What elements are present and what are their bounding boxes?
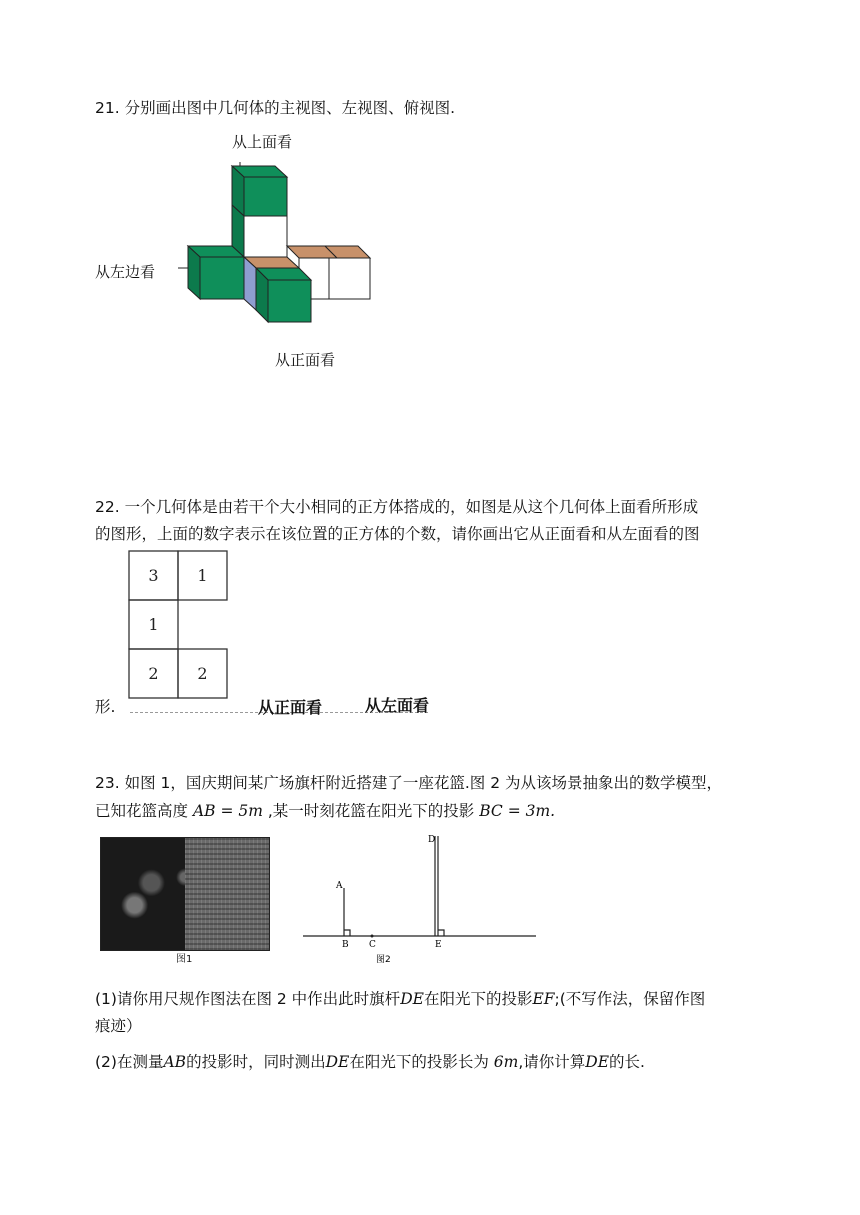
- figure2-diagram: [300, 830, 540, 970]
- point-d-label: D: [428, 835, 436, 845]
- cube-figure: [170, 150, 380, 335]
- q23-line2: [95, 801, 555, 821]
- q23-math-de: DE: [400, 990, 424, 1008]
- q23-math-ab: AB = 5m: [192, 802, 263, 820]
- q23-line1: 23. 如图 1，国庆期间某广场旗杆附近搭建了一座花篮.图 2 为从该场景抽象出的数学模型，: [95, 774, 723, 792]
- q22-line3: 形.: [95, 698, 116, 716]
- q23-part2-d: ,请你计算: [518, 1053, 586, 1071]
- q23-line2-b: ,某一时刻花篮在阳光下的投影: [262, 802, 480, 820]
- figure1-caption: 图1: [176, 954, 193, 965]
- label-from-left: 从左边看: [95, 263, 156, 281]
- q23-part1-b: 在阳光下的投影: [423, 990, 533, 1008]
- q23-math-bc: BC = 3m.: [479, 802, 556, 820]
- label-front-view: 从正面看: [258, 698, 323, 717]
- q23-math-de2: DE: [325, 1053, 350, 1071]
- grid-cell: 1: [197, 566, 208, 585]
- q23-part2-e: 的长.: [609, 1053, 645, 1071]
- q23-part2-b: 的投影时，同时测出: [186, 1053, 326, 1071]
- grid-cell: 1: [148, 615, 159, 634]
- point-a-label: A: [336, 881, 343, 891]
- figure1-photo: [100, 837, 270, 951]
- q21-text: 21. 分别画出图中几何体的主视图、左视图、俯视图.: [95, 99, 456, 117]
- grid-cell: 2: [148, 664, 159, 683]
- q23-part1-c: ;(不写作法，保留作图: [554, 990, 706, 1008]
- grid-cell: 3: [148, 566, 159, 585]
- q23-math-de3: DE: [585, 1053, 610, 1071]
- q22-line1: 22. 一个几何体是由若干个大小相同的正方体搭成的，如图是从这个几何体上面看所形成: [95, 498, 699, 516]
- q23-part2: [95, 1052, 645, 1072]
- q23-math-6m: 6m: [493, 1053, 519, 1071]
- point-e-label: E: [435, 940, 442, 950]
- label-left-view: 从左面看: [365, 696, 430, 715]
- q23-line2-a: 已知花篮高度: [95, 802, 193, 820]
- q23-part2-c: 在阳光下的投影长为: [349, 1053, 494, 1071]
- q23-part1-line2: 痕迹）: [95, 1017, 142, 1035]
- grid-cell: 2: [197, 664, 208, 683]
- point-b-label: B: [342, 940, 349, 950]
- q23-math-ef: EF: [532, 990, 555, 1008]
- point-c-label: C: [369, 940, 376, 950]
- top-view-grid: [128, 550, 228, 700]
- q23-math-ab2: AB: [163, 1053, 187, 1071]
- q22-line2: 的图形，上面的数字表示在该位置的正方体的个数，请你画出它从正面看和从左面看的图: [95, 525, 700, 543]
- q23-part1-a: (1)请你用尺规作图法在图 2 中作出此时旗杆: [95, 990, 401, 1008]
- figure2-caption: 图2: [376, 955, 391, 965]
- q23-part1: [95, 989, 705, 1009]
- label-from-front: 从正面看: [275, 351, 336, 369]
- q23-part2-a: (2)在测量: [95, 1053, 164, 1071]
- label-from-top: 从上面看: [232, 133, 293, 151]
